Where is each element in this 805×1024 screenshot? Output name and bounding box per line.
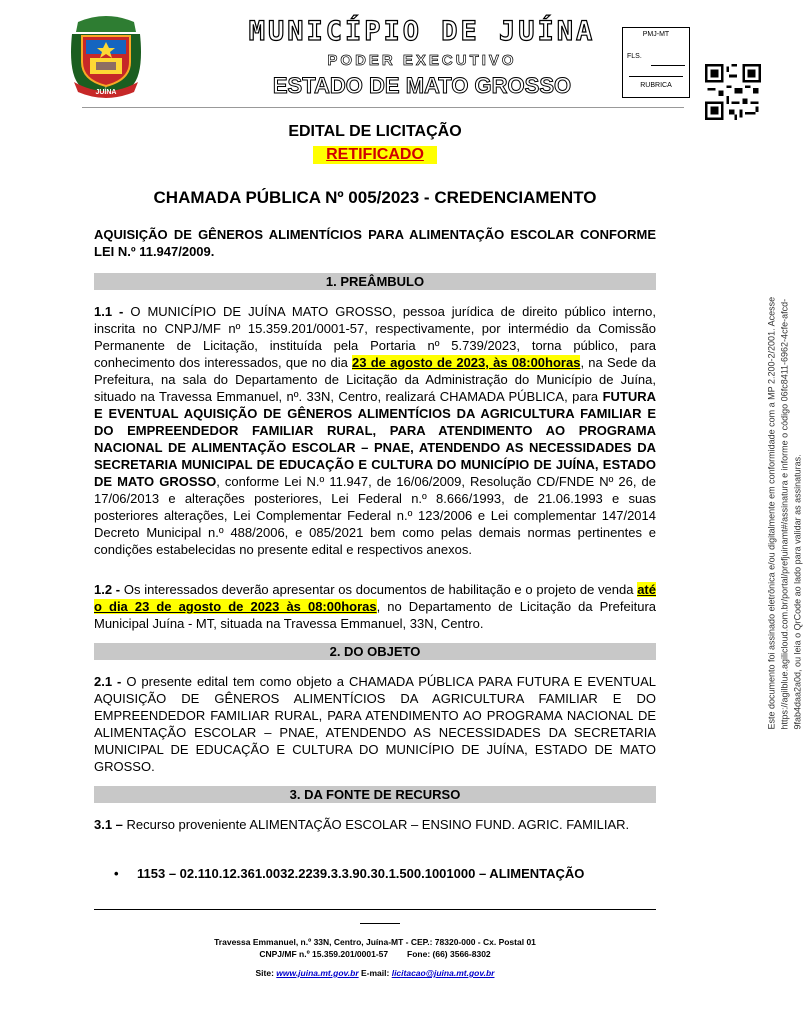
stamp-pmj: PMJ-MT [642,31,670,38]
state-title: ESTADO DE MATO GROSSO [272,73,572,98]
section-objeto-header: 2. DO OBJETO [94,643,656,660]
validation-qr-code[interactable] [705,64,761,120]
paragraph-2-1: 2.1 - O presente edital tem como objeto a CHAMADA PÚBLICA PARA FUTURA E EVENTUAL AQUISIÇÃO DE GÊNEROS ALIMENTÍCIOS DA AGRICULTURA FAMILIAR E DO EMPREENDEDOR FAMILIAR RURAL, PARA ATENDIMENTO AO PROGRAMA NACIONAL DE ALIMENTAÇÃO ESCOLAR – PNAE, ATENDENDO AS NECESSIDADES DA SECRETARIA MUNICIPAL DE EDUCAÇÃO E CULTURA DO MUNICÍPIO DE JUÍNA, ESTADO DE MATO GROSSO. [94,674,656,774]
section-preambulo-header: 1. PREÂMBULO [94,273,656,290]
municipal-crest-logo [66,14,146,98]
footer-divider [94,909,656,910]
website-link[interactable]: www.juina.mt.gov.br [276,968,359,978]
municipality-title: MUNICÍPIO DE JUÍNA [248,16,596,47]
public-call-title: CHAMADA PÚBLICA Nº 005/2023 - CREDENCIAMENTO [153,188,597,207]
document-title: EDITAL DE LICITAÇÃO [288,123,462,140]
footer-contacts: Site: www.juina.mt.gov.br E-mail: licitacao@juina.mt.gov.br [255,968,495,978]
header-divider [82,107,684,108]
paragraph-1-2: 1.2 - Os interessados deverão apresentar os documentos de habilitação e o projeto de venda até o dia 23 de agosto de 2023 às 08:00horas, no Departamento de Licitação da Prefeitura Municipal Juína - MT, situada na Travessa Emmanuel, 33N, Centro. [94,582,657,631]
retificado-badge: RETIFICADO [313,146,437,164]
executive-power-subtitle: PODER EXECUTIVO [327,52,517,69]
stamp-rubrica: RUBRICA [640,82,672,89]
opening-date-highlight: 23 de agosto de 2023, às 08:00horas [352,355,581,370]
paragraph-3-1: 3.1 – Recurso proveniente ALIMENTAÇÃO ESCOLAR – ENSINO FUND. AGRIC. FAMILIAR. [94,817,630,832]
stamp-fls: FLS. [627,53,642,60]
bullet-icon: • [114,866,119,881]
paragraph-1-1: 1.1 - O MUNICÍPIO DE JUÍNA MATO GROSSO, pessoa jurídica de direito público interno, inscrita no CNPJ/MF nº 15.359.201/0001-57, respectivamente, por intermédio da Comissão Permanente de Licitação, instituída pela Portaria nº 5.739/2023, torna público, para conhecimento dos interessados, que no dia 23 de agosto de 2023, às 08:00horas, na Sede da Prefeitura, na sala do Departamento de Licitação da Administração do Município de Juína, situado na Travessa Emmanuel, nº. 33N, Centro, realizará CHAMADA PÚBLICA, para FUTURA E EVENTUAL AQUISIÇÃO DE GÊNEROS ALIMENTÍCIOS DA AGRICULTURA FAMILIAR E DO EMPREENDEDOR FAMILIAR RURAL, PARA ATENDIMENTO AO PROGRAMA NACIONAL DE ALIMENTAÇÃO ESCOLAR – PNAE, ATENDENDO AS NECESSIDADES DA SECRETARIA MUNICIPAL DE EDUCAÇÃO E CULTURA DO MUNICÍPIO DE JUÍNA, ESTADO DE MATO GROSSO, conforme Lei N.º 11.947, de 16/06/2009, Resolução CD/FNDE Nº 26, de 17/06/2013 e alterações posteriores, Lei Federal n.º 8.666/1993, de 21.06.1993 e suas posteriores alterações, Lei Complementar Federal n.º 123/2006 e Lei complementar 147/2014 Decreto Municipal n.º 488/2006, e 085/2021 bem como pelas demais normas pertinentes e condições estabelecidas no presente edital e respectivos anexos. [94,304,657,557]
email-link[interactable]: licitacao@juina.mt.gov.br [391,968,495,978]
paragraph-1-1-number: 1.1 - [94,304,124,319]
footer-divider-short [360,923,400,924]
page-stamp-box [622,27,690,98]
deadline-highlight: até o dia 23 de agosto de 2023 às 08:00horas [94,582,656,614]
footer-cnpj-phone: CNPJ/MF n.º 15.359.201/0001-57 Fone: (66) 3566-8302 [259,949,491,959]
subject-text: AQUISIÇÃO DE GÊNEROS ALIMENTÍCIOS PARA ALIMENTAÇÃO ESCOLAR CONFORME LEI N.º 11.947/2009. [94,227,656,259]
digital-signature-note: Este documento foi assinado eletrônica e/ou digitalmente em conformidade com a MP 2.200-2/2001. Acesse https://agilblue.agilicloud.com.br/portal/prefjuinamt#/assinatura e informe o código 06fc8411-6962-4cfe-afcd-9fab4daa2a0d, ou leia o QrCode ao lado para validar as assinaturas. [766,296,803,730]
footer-address: Travessa Emmanuel, n.º 33N, Centro, Juína-MT - CEP.: 78320-000 - Cx. Postal 01 [214,937,536,947]
section-fonte-recurso-header: 3. DA FONTE DE RECURSO [94,786,656,803]
svg-text:JUÍNA: JUÍNA [95,89,117,96]
